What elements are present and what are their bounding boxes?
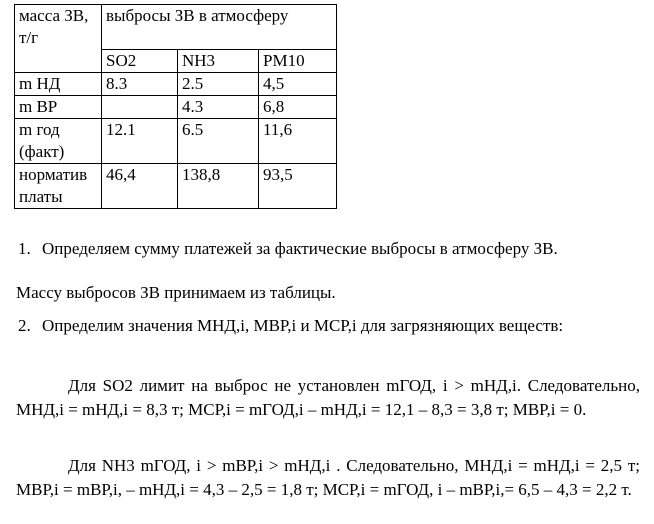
list-item [18, 237, 638, 261]
table-cell: 46,4 [102, 164, 178, 209]
column-so2: SO2 [102, 50, 178, 73]
table-cell: 138,8 [178, 164, 259, 209]
row-label: m год (факт) [15, 119, 102, 164]
row-label: норматив платы [15, 164, 102, 209]
list-item-text: Определяем сумму платежей за фактические выбросы в атмосферу ЗВ. [42, 239, 558, 258]
table-cell: 4.3 [178, 96, 259, 119]
table-cell: 12.1 [102, 119, 178, 164]
table-cell: 8.3 [102, 73, 178, 96]
table-cell: 6,8 [259, 96, 337, 119]
row-label: m НД [15, 73, 102, 96]
table-cell: 6.5 [178, 119, 259, 164]
table-row [15, 164, 337, 209]
column-pm10: PM10 [259, 50, 337, 73]
paragraph-so2: Для SO2 лимит на выброс не установлен mГОД, i > mНД,i. Следовательно, МНД,i = mНД,i = 8,3 т; МСР,i = mГОД,i – mНД,i = 12,1 – 8,3 = 3,8 т; МВР,i = 0. [16, 376, 640, 419]
column-nh3: NH3 [178, 50, 259, 73]
list-item-text: Определим значения МНД,i, МВР,i и МСР,i для загрязняющих веществ: [42, 316, 564, 335]
table-row [15, 96, 337, 119]
emissions-table [14, 4, 337, 209]
list-item [18, 314, 582, 338]
table-row [15, 73, 337, 96]
list-number: 2. [18, 316, 31, 335]
table-cell: 11,6 [259, 119, 337, 164]
row-label: m ВР [15, 96, 102, 119]
table-cell: 2.5 [178, 73, 259, 96]
list-number: 1. [18, 239, 31, 258]
table-row [15, 119, 337, 164]
table-cell [102, 96, 178, 119]
table-header-row [15, 5, 337, 50]
paragraph-nh3: Для NH3 mГОД, i > mВР,i > mНД,i . Следовательно, МНД,i = mНД,i = 2,5 т; МВР,i = mВР,i, – mНД,i = 4,3 – 2,5 = 1,8 т; МСР,i = mГОД, i – mВР,i,= 6,5 – 4,3 = 2,2 т. [16, 456, 640, 499]
table-cell: 93,5 [259, 164, 337, 209]
paragraph-mass: Массу выбросов ЗВ принимаем из таблицы. [16, 283, 336, 302]
table-cell: 4,5 [259, 73, 337, 96]
header-mass-cell: масса ЗВ, т/г [15, 5, 102, 73]
header-emissions-cell: выбросы ЗВ в атмосферу [102, 5, 337, 50]
